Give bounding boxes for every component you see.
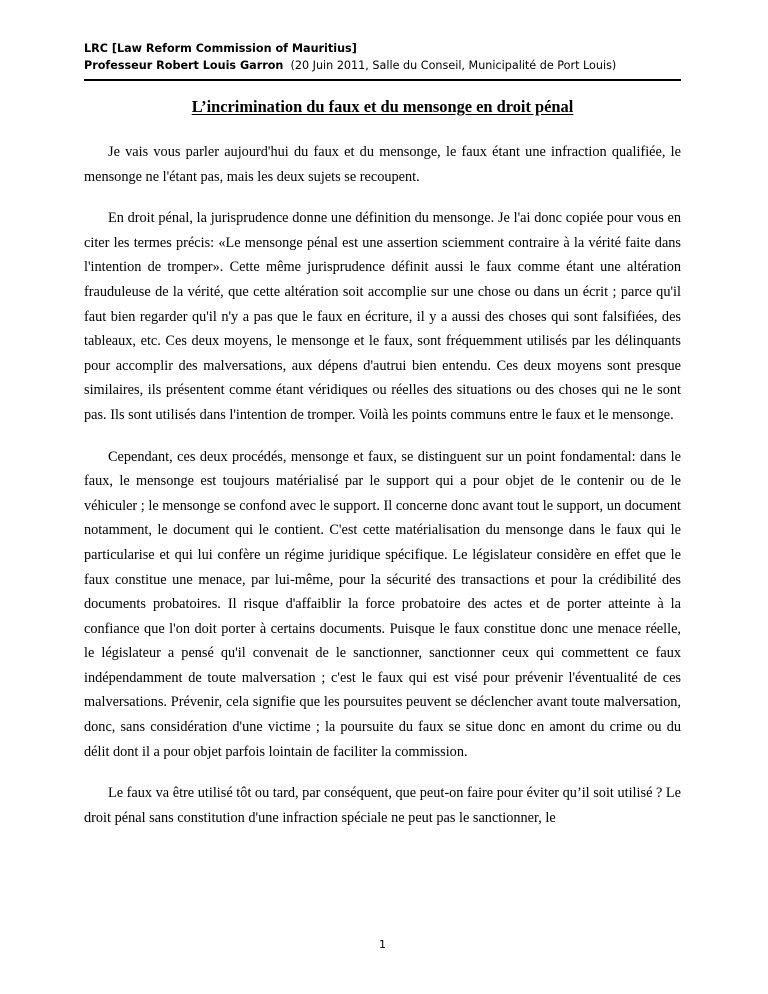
paragraph-4: Le faux va être utilisé tôt ou tard, par conséquent, que peut-on faire pour éviter qu’il soit utilisé ? Le droit pénal sans constitution d'une infraction spéciale ne peut pas le sanctionner, le [84, 785, 681, 826]
header-speaker-name: Professeur Robert Louis Garron [84, 59, 284, 72]
header-speaker-line [84, 57, 681, 74]
header-divider [84, 79, 681, 81]
paragraph-3: Cependant, ces deux procédés, mensonge et faux, se distinguent sur un point fondamental: dans le faux, le mensonge est toujours matérialisé par le support qui a pour objet de le contenir ou de le véhiculer ; le mensonge se confond avec le support. Il concerne donc avant tout le support, un document notamment, le document qui le contient. C'est cette matérialisation du mensonge dans le faux qui le particularise et qui lui confère un régime juridique spécifique. Le législateur considère en effet que le faux constitue une menace, par lui-même, pour la sécurité des transactions et pour la crédibilité des documents probatoires. Il risque d'affaiblir la force probatoire des actes et de porter atteinte à la confiance que l'on doit porter à certains documents. Puisque le faux constitue donc une menace réelle, le législateur a pensé qu'il convenait de le sanctionner, sanctionner ceux qui commettent ce faux indépendamment de toute malversation ; c'est le faux qui est visé pour prévenir l'éventualité de ces malversations. Prévenir, cela signifie que les poursuites peuvent se déclencher avant toute malversation, donc, sans considération d'une victime ; la poursuite du faux se situe donc en amont du crime ou du délit dont il a pour objet parfois lointain de faciliter la commission. [84, 448, 681, 760]
header-organization: LRC [Law Reform Commission of Mauritius] [84, 42, 357, 55]
document-title: L’incrimination du faux et du mensonge en droit pénal [191, 97, 574, 116]
header-event-details: (20 Juin 2011, Salle du Conseil, Municipalité de Port Louis) [290, 59, 617, 72]
page-number: 1 [379, 938, 386, 951]
paragraph-2: En droit pénal, la jurisprudence donne une définition du mensonge. Je l'ai donc copiée pour vous en citer les termes précis: «Le mensonge pénal est une assertion sciemment contraire à la vérité faite dans l'intention de tromper». Cette même jurisprudence définit aussi le faux comme étant une altération frauduleuse de la vérité, que cette altération soit accomplie sur une chose ou dans un écrit ; parce qu'il faut bien regarder qu'il n'y a pas que le faux en écriture, il y a aussi des choses qui sont falsifiées, des tableaux, etc. Ces deux moyens, le mensonge et le faux, sont fréquemment utilisés par les délinquants pour accomplir des malversations, aux dépens d'autrui bien entendu. Ces deux moyens sont presque similaires, ils présentent comme étant véridiques ou réelles des situations ou des choses qui ne le sont pas. Ils sont utilisés dans l'intention de tromper. Voilà les points communs entre le faux et le mensonge. [84, 210, 681, 423]
paragraph-1: Je vais vous parler aujourd'hui du faux et du mensonge, le faux étant une infraction qualifiée, le mensonge ne l'étant pas, mais les deux sujets se recoupent. [84, 144, 681, 185]
running-header [84, 40, 681, 74]
document-body [84, 140, 681, 847]
